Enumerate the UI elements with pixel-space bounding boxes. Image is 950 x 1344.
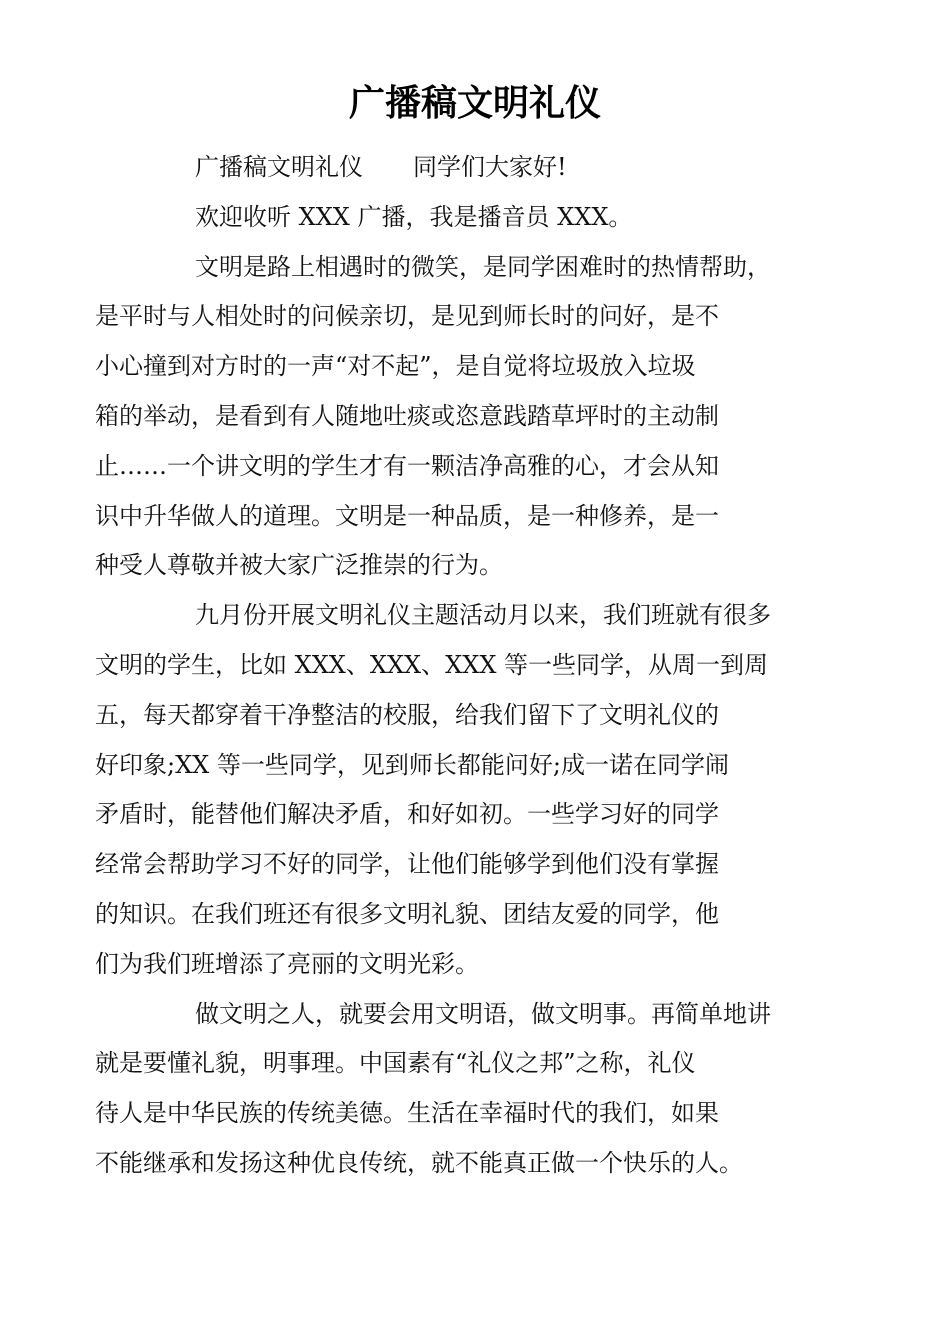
paragraph-civility-definition	[95, 243, 825, 592]
paragraph-line: 的知识。在我们班还有很多文明礼貌、团结友爱的同学，他	[95, 899, 719, 928]
greeting-heading: 广播稿文明礼仪	[195, 153, 363, 181]
paragraph-line: 经常会帮助学习不好的同学，让他们能够学到他们没有掌握	[95, 850, 719, 879]
paragraph-line: 小心撞到对方时的一声“对不起”，是自觉将垃圾放入垃圾	[95, 352, 696, 381]
paragraph-class-examples	[95, 591, 825, 989]
paragraph-line: 就是要懂礼貌，明事理。中国素有“礼仪之邦”之称，礼仪	[95, 1049, 696, 1078]
paragraph-line: 矛盾时，能替他们解决矛盾，和好如初。一些学习好的同学	[95, 800, 719, 829]
paragraph-welcome	[145, 193, 825, 243]
paragraph-line: 做文明之人，就要会用文明语，做文明事。再简单地讲	[195, 999, 771, 1028]
paragraph-line: 是平时与人相处时的问候亲切，是见到师长时的问好，是不	[95, 302, 719, 331]
document-title: 广播稿文明礼仪	[348, 83, 601, 124]
paragraph-conclusion	[95, 990, 825, 1189]
paragraph-line: 种受人尊敬并被大家广泛推崇的行为。	[95, 551, 503, 580]
paragraph-line: 五，每天都穿着干净整洁的校服，给我们留下了文明礼仪的	[95, 700, 719, 729]
welcome-text: 欢迎收听 XXX 广播，我是播音员 XXX。	[195, 202, 633, 231]
paragraph-line: 们为我们班增添了亮丽的文明光彩。	[95, 949, 479, 978]
paragraph-line: 待人是中华民族的传统美德。生活在幸福时代的我们，如果	[95, 1099, 719, 1128]
greeting-text: 同学们大家好!	[413, 153, 567, 181]
paragraph-line: 箱的举动，是看到有人随地吐痰或恣意践踏草坪时的主动制	[95, 401, 719, 430]
paragraph-greeting	[145, 143, 825, 193]
paragraph-line: 识中升华做人的道理。文明是一种品质，是一种修养，是一	[95, 501, 719, 530]
paragraph-line: 文明是路上相遇时的微笑，是同学困难时的热情帮助，	[195, 252, 771, 281]
document-body	[95, 143, 825, 1189]
paragraph-line: 止……一个讲文明的学生才有一颗洁净高雅的心，才会从知	[95, 451, 719, 480]
paragraph-line: 九月份开展文明礼仪主题活动月以来，我们班就有很多	[195, 601, 771, 630]
paragraph-line: 好印象;XX 等一些同学，见到师长都能问好;成一诺在同学闹	[95, 750, 729, 779]
paragraph-line: 不能继承和发扬这种优良传统，就不能真正做一个快乐的人。	[95, 1148, 743, 1177]
paragraph-line: 文明的学生，比如 XXX、XXX、XXX 等一些同学，从周一到周	[95, 650, 769, 679]
